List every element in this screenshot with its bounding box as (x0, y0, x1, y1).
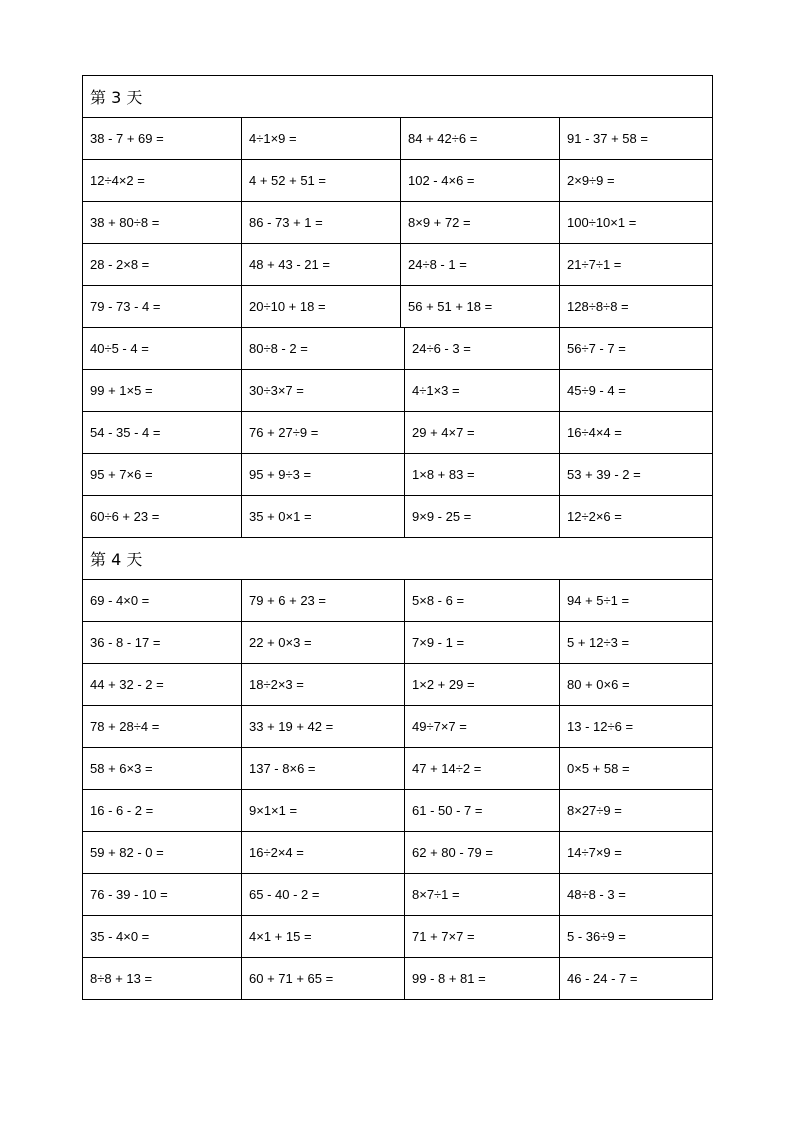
problem-cell: 59 + 82 - 0 = (83, 832, 242, 874)
problem-cell: 4 + 52 + 51 = (242, 160, 401, 202)
table-row (83, 412, 713, 454)
table-row (83, 832, 713, 874)
problem-cell: 54 - 35 - 4 = (83, 412, 242, 454)
problem-cell: 99 + 1×5 = (83, 370, 242, 412)
problem-cell: 1×2 + 29 = (405, 664, 560, 706)
problem-cell: 60÷6 + 23 = (83, 496, 242, 538)
problem-cell: 21÷7÷1 = (560, 244, 713, 286)
problem-cell: 38 - 7 + 69 = (83, 118, 242, 160)
problem-cell: 8×7÷1 = (405, 874, 560, 916)
problem-cell: 40÷5 - 4 = (83, 328, 242, 370)
table-row (83, 706, 713, 748)
problem-cell: 58 + 6×3 = (83, 748, 242, 790)
problem-cell: 49÷7×7 = (405, 706, 560, 748)
table-row (83, 664, 713, 706)
problem-cell: 80÷8 - 2 = (242, 328, 405, 370)
problem-cell: 20÷10 + 18 = (242, 286, 401, 328)
problem-cell: 12÷2×6 = (560, 496, 713, 538)
problem-cell: 61 - 50 - 7 = (405, 790, 560, 832)
table-row (83, 496, 713, 538)
table-row (83, 118, 713, 160)
problem-cell: 36 - 8 - 17 = (83, 622, 242, 664)
problem-cell: 48÷8 - 3 = (560, 874, 713, 916)
day-header: 第 3 天 (83, 76, 713, 118)
problem-cell: 95 + 7×6 = (83, 454, 242, 496)
problem-cell: 65 - 40 - 2 = (242, 874, 405, 916)
problem-cell: 62 + 80 - 79 = (405, 832, 560, 874)
problem-cell: 84 + 42÷6 = (401, 118, 560, 160)
problem-cell: 69 - 4×0 = (83, 580, 242, 622)
problem-cell: 16÷2×4 = (242, 832, 405, 874)
problem-cell: 79 + 6 + 23 = (242, 580, 405, 622)
problem-cell: 0×5 + 58 = (560, 748, 713, 790)
problem-cell: 94 + 5÷1 = (560, 580, 713, 622)
problem-cell: 46 - 24 - 7 = (560, 958, 713, 1000)
problem-cell: 16÷4×4 = (560, 412, 713, 454)
problem-cell: 76 - 39 - 10 = (83, 874, 242, 916)
problem-cell: 7×9 - 1 = (405, 622, 560, 664)
table-row (83, 328, 713, 370)
table-row (83, 622, 713, 664)
problem-cell: 79 - 73 - 4 = (83, 286, 242, 328)
problem-cell: 95 + 9÷3 = (242, 454, 405, 496)
problem-cell: 137 - 8×6 = (242, 748, 405, 790)
problem-cell: 2×9÷9 = (560, 160, 713, 202)
table-row (83, 580, 713, 622)
problem-cell: 33 + 19 + 42 = (242, 706, 405, 748)
problem-cell: 28 - 2×8 = (83, 244, 242, 286)
problem-cell: 22 + 0×3 = (242, 622, 405, 664)
table-row (83, 454, 713, 496)
problem-cell: 35 - 4×0 = (83, 916, 242, 958)
problem-cell: 8×27÷9 = (560, 790, 713, 832)
day-header: 第 4 天 (83, 538, 713, 580)
problem-cell: 9×9 - 25 = (405, 496, 560, 538)
table-row (83, 286, 713, 328)
problem-cell: 35 + 0×1 = (242, 496, 405, 538)
problem-cell: 80 + 0×6 = (560, 664, 713, 706)
problem-cell: 78 + 28÷4 = (83, 706, 242, 748)
problem-cell: 99 - 8 + 81 = (405, 958, 560, 1000)
problem-cell: 29 + 4×7 = (405, 412, 560, 454)
problem-cell: 53 + 39 - 2 = (560, 454, 713, 496)
table-row (83, 370, 713, 412)
problem-cell: 38 + 80÷8 = (83, 202, 242, 244)
table-row (83, 874, 713, 916)
problem-cell: 9×1×1 = (242, 790, 405, 832)
problem-cell: 13 - 12÷6 = (560, 706, 713, 748)
problem-cell: 56 + 51 + 18 = (401, 286, 560, 328)
problem-cell: 45÷9 - 4 = (560, 370, 713, 412)
problem-cell: 48 + 43 - 21 = (242, 244, 401, 286)
problem-cell: 8÷8 + 13 = (83, 958, 242, 1000)
problem-cell: 12÷4×2 = (83, 160, 242, 202)
problem-cell: 60 + 71 + 65 = (242, 958, 405, 1000)
table-row (83, 244, 713, 286)
problem-cell: 5 + 12÷3 = (560, 622, 713, 664)
problem-cell: 71 + 7×7 = (405, 916, 560, 958)
table-row (83, 958, 713, 1000)
problem-cell: 5×8 - 6 = (405, 580, 560, 622)
problem-cell: 4÷1×9 = (242, 118, 401, 160)
problem-cell: 8×9 + 72 = (401, 202, 560, 244)
problem-cell: 16 - 6 - 2 = (83, 790, 242, 832)
problem-cell: 24÷6 - 3 = (405, 328, 560, 370)
problem-cell: 100÷10×1 = (560, 202, 713, 244)
problem-cell: 4÷1×3 = (405, 370, 560, 412)
problem-cell: 44 + 32 - 2 = (83, 664, 242, 706)
table-row (83, 916, 713, 958)
problem-cell: 5 - 36÷9 = (560, 916, 713, 958)
worksheet-table (82, 75, 713, 1000)
table-row (83, 790, 713, 832)
problem-cell: 128÷8÷8 = (560, 286, 713, 328)
problem-cell: 30÷3×7 = (242, 370, 405, 412)
table-row (83, 202, 713, 244)
problem-cell: 56÷7 - 7 = (560, 328, 713, 370)
problem-cell: 4×1 + 15 = (242, 916, 405, 958)
problem-cell: 1×8 + 83 = (405, 454, 560, 496)
table-row (83, 160, 713, 202)
table-row (83, 748, 713, 790)
problem-cell: 91 - 37 + 58 = (560, 118, 713, 160)
problem-cell: 47 + 14÷2 = (405, 748, 560, 790)
problem-cell: 24÷8 - 1 = (401, 244, 560, 286)
problem-cell: 102 - 4×6 = (401, 160, 560, 202)
problem-cell: 76 + 27÷9 = (242, 412, 405, 454)
problem-cell: 86 - 73 + 1 = (242, 202, 401, 244)
problem-cell: 18÷2×3 = (242, 664, 405, 706)
problem-cell: 14÷7×9 = (560, 832, 713, 874)
